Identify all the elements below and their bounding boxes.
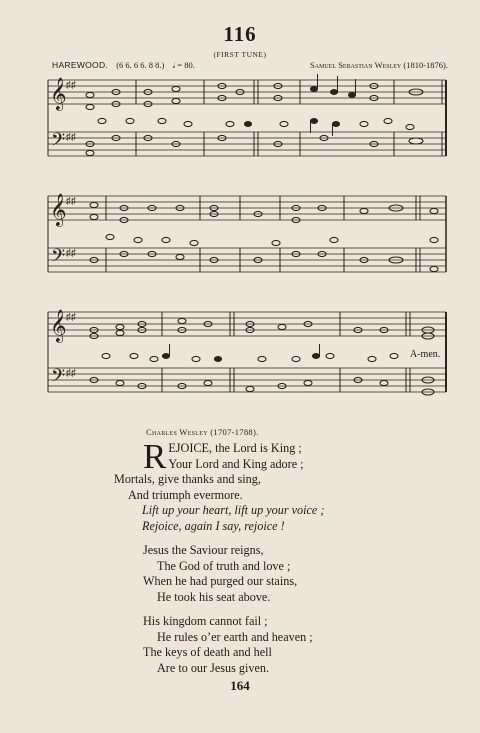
- verse-line-1-rest: the Lord is King ;: [212, 441, 302, 455]
- tempo-marking: 𝅗𝅥 = 80.: [172, 60, 195, 70]
- verse-line: And triumph evermore.: [128, 487, 243, 502]
- bass-staff: [48, 132, 446, 156]
- music-system-3: [44, 306, 450, 402]
- treble-clef-icon: 𝄞: [50, 311, 67, 342]
- treble-staff: [48, 80, 446, 104]
- music-staves-2: [44, 190, 450, 282]
- first-word-rest: EJOICE,: [168, 441, 213, 455]
- hymn-number: 116: [223, 22, 257, 46]
- amen-lyric: A-men.: [410, 349, 441, 360]
- composer-credit: Samuel Sebastian Wesley (1810-1876).: [310, 60, 448, 70]
- stanza-1: [114, 437, 325, 535]
- verse-line: The God of truth and love ;: [157, 558, 291, 573]
- bass-clef-icon: 𝄢: [51, 129, 66, 154]
- verse-line: He took his seat above.: [157, 589, 271, 604]
- tune-header: [52, 60, 448, 71]
- svg-text:♯♯: ♯♯: [66, 368, 76, 379]
- page-number: 164: [230, 678, 250, 693]
- verse-line: His kingdom cannot fail ;: [143, 614, 268, 628]
- bass-clef-icon: 𝄢: [51, 365, 66, 390]
- tune-meter: (6 6. 6 6. 8 8.): [116, 60, 165, 70]
- verse-line: Are to our Jesus given.: [157, 660, 270, 675]
- svg-text:♯♯: ♯♯: [66, 248, 76, 259]
- music-staves-3: [44, 306, 450, 402]
- verse-line-refrain: Lift up your heart, lift up your voice ;: [142, 503, 325, 518]
- svg-text:♯♯: ♯♯: [66, 132, 76, 143]
- stanza-2: [143, 543, 297, 605]
- music-system-1: [44, 74, 450, 166]
- svg-text:♯♯: ♯♯: [66, 196, 76, 207]
- verse-line: He rules o’er earth and heaven ;: [157, 629, 313, 644]
- stanza-3: [143, 614, 313, 676]
- verse-line: When he had purged our stains,: [143, 574, 298, 589]
- svg-text:♯♯: ♯♯: [66, 312, 76, 323]
- music-staves-1: [44, 74, 450, 166]
- tune-note: (FIRST TUNE): [213, 50, 267, 59]
- treble-clef-icon: 𝄞: [50, 195, 67, 226]
- music-system-2: [44, 190, 450, 282]
- verse-line: Mortals, give thanks and sing,: [114, 472, 261, 487]
- verse-line: Your Lord and King adore ;: [168, 456, 304, 471]
- verse-line: Jesus the Saviour reigns,: [143, 543, 264, 557]
- key-signature-icon: ♯♯: [66, 80, 76, 91]
- drop-cap: R: [143, 437, 167, 476]
- tune-name: HAREWOOD.: [52, 60, 109, 70]
- verse-line: The keys of death and hell: [143, 645, 272, 660]
- text-author: Charles Wesley (1707-1788).: [146, 427, 259, 437]
- verse-line-refrain: Rejoice, again I say, rejoice !: [142, 518, 285, 533]
- treble-clef-icon: 𝄞: [50, 79, 67, 110]
- bass-clef-icon: 𝄢: [51, 245, 66, 270]
